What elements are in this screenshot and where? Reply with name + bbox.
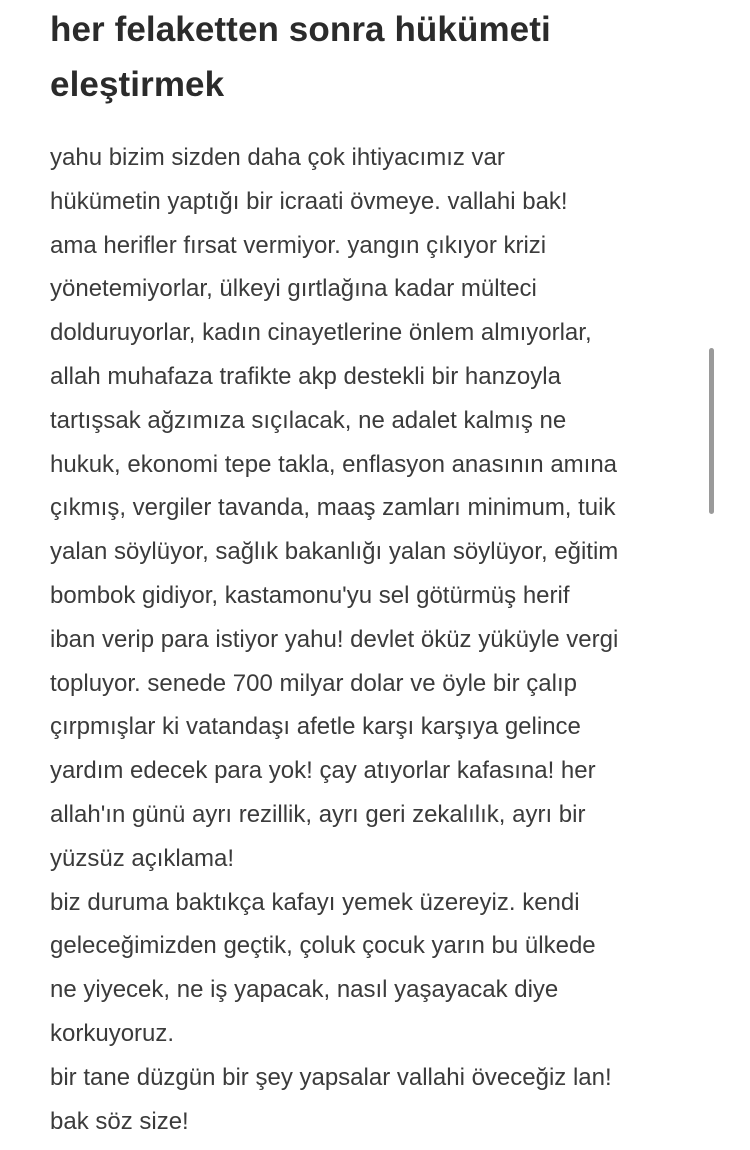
- entry-line: hükümetin yaptığı bir icraati övmeye. vallahi bak!: [50, 187, 568, 215]
- entry-line: bombok gidiyor, kastamonu'yu sel götürmüş herif: [50, 581, 570, 609]
- entry-line: iban verip para istiyor yahu! devlet öküz yüküyle vergi: [50, 625, 619, 653]
- entry-line: allah muhafaza trafikte akp destekli bir hanzoyla: [50, 362, 561, 390]
- entry-line: geleceğimizden geçtik, çoluk çocuk yarın bu ülkede: [50, 932, 596, 960]
- entry-line: allah'ın günü ayrı rezillik, ayrı geri zekalılık, ayrı bir: [50, 800, 586, 828]
- entry-line: çırpmışlar ki vatandaşı afetle karşı karşıya gelince: [50, 713, 581, 741]
- entry-line: ama herifler fırsat vermiyor. yangın çıkıyor krizi: [50, 231, 547, 259]
- entry-line: yüzsüz açıklama!: [50, 844, 235, 872]
- entry-line: bak söz size!: [50, 1107, 189, 1135]
- entry-line: tartışsak ağzımıza sıçılacak, ne adalet kalmış ne: [50, 406, 567, 434]
- entry-line: yardım edecek para yok! çay atıyorlar kafasına! her: [50, 757, 596, 785]
- entry-line: çıkmış, vergiler tavanda, maaş zamları minimum, tuik: [50, 494, 616, 522]
- topic-title-line-1: her felaketten sonra hükümeti: [50, 10, 551, 49]
- entry-line: hukuk, ekonomi tepe takla, enflasyon anasının amına: [50, 450, 618, 478]
- entry-line: yalan söylüyor, sağlık bakanlığı yalan söylüyor, eğitim: [50, 538, 619, 566]
- topic-title-line-2: eleştirmek: [50, 65, 225, 104]
- entry-line: biz duruma baktıkça kafayı yemek üzereyiz. kendi: [50, 888, 580, 916]
- entry-line: topluyor. senede 700 milyar dolar ve öyle bir çalıp: [50, 669, 577, 697]
- entry-line: dolduruyorlar, kadın cinayetlerine önlem almıyorlar,: [50, 319, 592, 347]
- entry-line: korkuyoruz.: [50, 1019, 175, 1047]
- entry-line: yönetemiyorlar, ülkeyi gırtlağına kadar mülteci: [50, 275, 537, 303]
- entry-line: bir tane düzgün bir şey yapsalar vallahi öveceğiz lan!: [50, 1063, 612, 1091]
- entry-line: yahu bizim sizden daha çok ihtiyacımız var: [50, 144, 505, 171]
- entry-line: ne yiyecek, ne iş yapacak, nasıl yaşayacak diye: [50, 976, 559, 1004]
- topic-title[interactable]: [50, 0, 712, 112]
- scrollbar-thumb[interactable]: [709, 348, 714, 514]
- entry-content: [50, 136, 712, 1143]
